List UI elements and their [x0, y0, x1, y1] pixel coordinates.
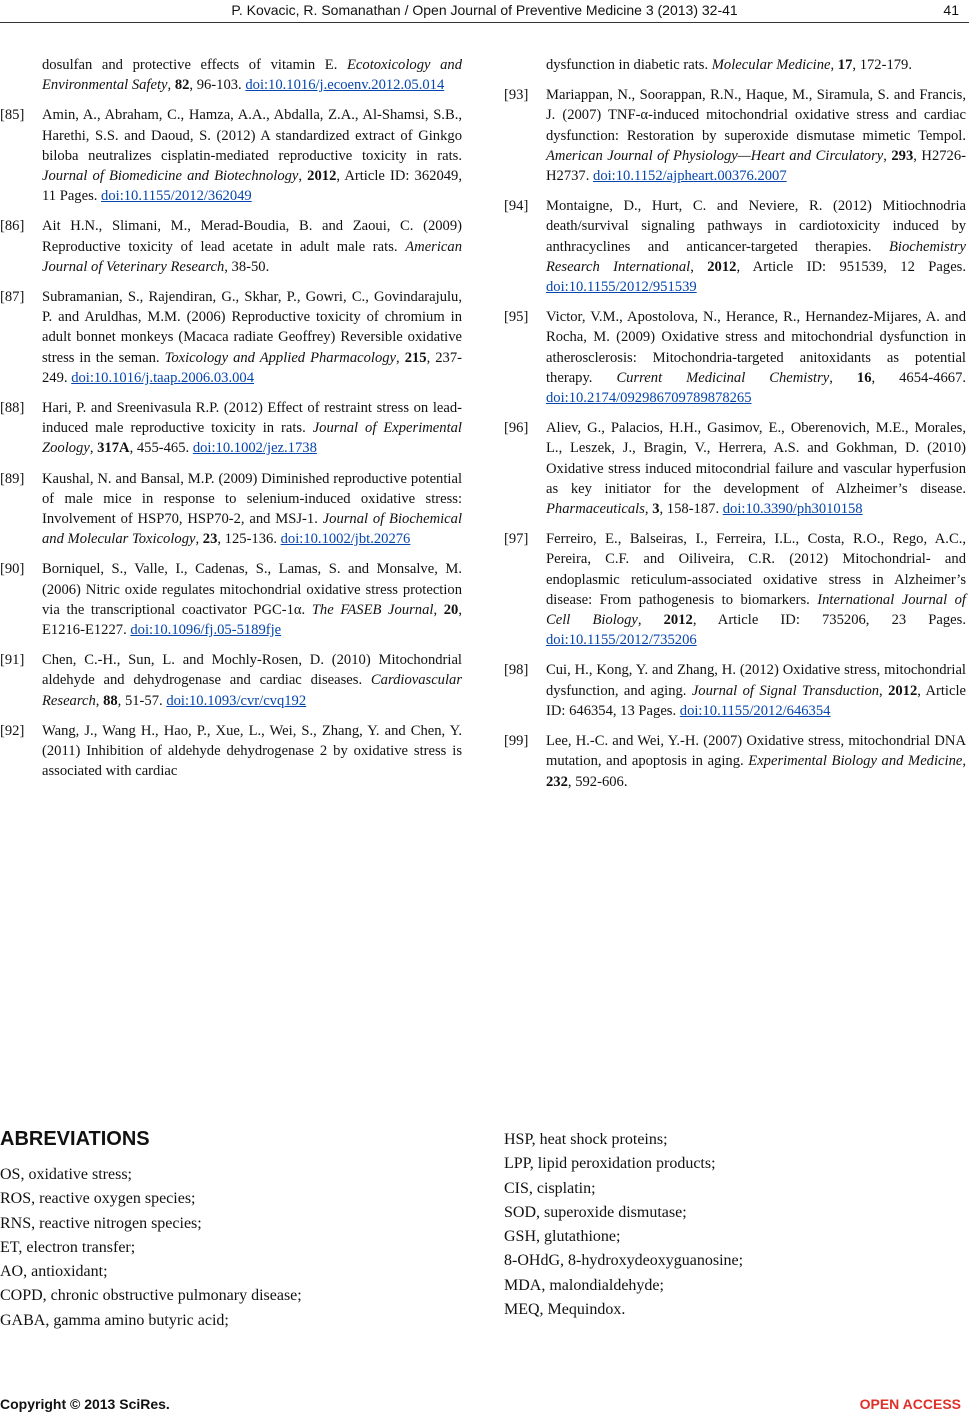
reference-number: [87]: [0, 289, 25, 306]
volume: 16: [856, 369, 872, 386]
doi-link[interactable]: doi:10.1155/2012/735206: [546, 632, 697, 649]
journal-name: Journal of Biomedicine and Biotechnology: [42, 168, 299, 185]
abbreviation-item: OS, oxidative stress;: [0, 1166, 132, 1183]
doi-link[interactable]: doi:10.1002/jbt.20276: [280, 531, 411, 548]
reference-number: [92]: [0, 722, 25, 739]
abbreviation-item: MEQ, Mequindox.: [504, 1301, 626, 1319]
doi-link[interactable]: doi:10.1155/2012/646354: [679, 702, 831, 719]
doi-link[interactable]: doi:10.3390/ph3010158: [722, 501, 863, 518]
journal-name: International Journal of Cell Biology: [546, 591, 966, 629]
journal-name: The FASEB Journal: [311, 601, 434, 618]
reference-item: [96] Aliev, G., Palacios, H.H., Gasimov, E., Oberenovich, M.E., Morales, L., Leszek, J., Bragin, V., Herrera, A.S. and Gokhman, D. (2010) Oxidative stress induced mitocondrial failure and vascular hyperfusion as key initiator for the development of Alzheimer’s disease. Pharmaceuticals, 3, 158-187. doi:10.3390/ph3010158: [504, 420, 966, 518]
abbreviation-item: LPP, lipid peroxidation products;: [504, 1155, 716, 1173]
abbreviation-item: SOD, superoxide dismutase;: [504, 1203, 687, 1221]
reference-text: Subramanian, S., Rajendiran, G., Skhar, P., Gowri, C., Govindarajulu, P. and Aruldhas, M.M. (2006) Reproductive toxicity of chromium in adult bonnet monkeys (Macaca radiate Geoffrey) Reversible oxidative stress in the seman.: [42, 289, 462, 366]
reference-item: [88] Hari, P. and Sreenivasula R.P. (2012) Effect of restraint stress on lead-induced male reproductive toxicity in rats. Journal of Experimental Zoology, 317A, 455-465. doi:10.1002/jez.1738: [0, 400, 462, 457]
header-rule: [0, 22, 969, 23]
reference-number: [98]: [504, 662, 529, 679]
abbreviations-right-list: [504, 1128, 743, 1322]
reference-number: [93]: [504, 87, 529, 104]
volume: 215: [404, 349, 427, 366]
reference-item: [87] Subramanian, S., Rajendiran, G., Skhar, P., Gowri, C., Govindarajulu, P. and Aruldhas, M.M. (2006) Reproductive toxicity of chromium in adult bonnet monkeys (Macaca radiate Geoffrey) Reversible oxidative stress in the seman. Toxicology and Applied Pharmacology, 215, 237-249. doi:10.1016/j.taap.2006.03.004: [0, 289, 462, 386]
reference-text: Kaushal, N. and Bansal, M.P. (2009) Diminished reproductive potential of male mice in response to selenium-induced oxidative stress: Involvement of HSP70, HSP70-2, and MSJ-1.: [42, 470, 462, 528]
journal-name: Pharmaceuticals: [546, 501, 645, 518]
abbreviation-item: COPD, chronic obstructive pulmonary disease;: [0, 1287, 302, 1305]
reference-text: Victor, V.M., Apostolova, N., Herance, R., Hernandez-Mijares, A. and Rocha, M. (2009) Oxidative stress and mitochondrial dysfunction in atherosclerosis: Mitochondria-targeted anitoxidants as potential therapy.: [546, 309, 966, 386]
reference-text: Lee, H.-C. and Wei, Y.-H. (2007) Oxidative stress, mitochondrial DNA mutation, and apoptosis in aging.: [546, 733, 966, 770]
reference-text: Wang, J., Wang H., Hao, P., Xue, L., Wei, S., Zhang, Y. and Chen, Y. (2011) Inhibition of aldehyde dehydrogenase 2 by oxidative stress is associated with cardiac: [42, 722, 462, 780]
volume: 20: [443, 601, 459, 618]
reference-number: [91]: [0, 652, 25, 669]
abbreviation-item: ET, electron transfer;: [0, 1238, 136, 1256]
reference-number: [90]: [0, 561, 25, 578]
reference-item: [94] Montaigne, D., Hurt, C. and Neviere, R. (2012) Mitiochnodria death/survival signaling pathways in cardiotoxicity induced by anthracyclines and anticancer-targeted therapies. Biochemistry Research International, 2012, Article ID: 951539, 12 Pages. doi:10.1155/2012/951539: [504, 198, 966, 296]
reference-text: Cui, H., Kong, Y. and Zhang, H. (2012) Oxidative stress, mitochondrial dysfunction, and aging.: [546, 662, 966, 699]
reference-number: [95]: [504, 309, 529, 326]
journal-name: Toxicology and Applied Pharmacology: [164, 349, 397, 366]
journal-name: Cardiovascular Research: [42, 672, 462, 709]
running-title: P. Kovacic, R. Somanathan / Open Journal of Preventive Medicine 3 (2013) 32-41: [231, 2, 738, 18]
abbreviation-item: RNS, reactive nitrogen species;: [0, 1214, 202, 1232]
doi-link[interactable]: doi:10.1093/cvr/cvq192: [166, 692, 307, 709]
reference-item: [99] Lee, H.-C. and Wei, Y.-H. (2007) Oxidative stress, mitochondrial DNA mutation, and apoptosis in aging. Experimental Biology and Medicine, 232, 592-606.: [504, 733, 967, 790]
volume: 317A: [97, 440, 130, 457]
abbreviation-item: 8-OHdG, 8-hydroxydeoxyguanosine;: [504, 1252, 744, 1270]
volume: 2012: [663, 612, 693, 629]
reference-number: [86]: [0, 218, 25, 235]
volume: 88: [103, 692, 118, 709]
open-access-label: OPEN ACCESS: [859, 1396, 961, 1412]
abbreviations-left-list: [0, 1163, 302, 1333]
volume: 3: [652, 501, 660, 518]
doi-link[interactable]: doi:10.1096/fj.05-5189fje: [130, 622, 282, 639]
reference-number: [99]: [504, 733, 529, 750]
volume: 23: [202, 531, 218, 548]
journal-name: Journal of Biochemical and Molecular Toxicology: [42, 511, 462, 548]
continued-reference: dysfunction in diabetic rats. Molecular Medicine, 17, 172-179.: [546, 57, 912, 73]
reference-item: [95] Victor, V.M., Apostolova, N., Herance, R., Hernandez-Mijares, A. and Rocha, M. (2009) Oxidative stress and mitochondrial dysfunction in atherosclerosis: Mitochondria-targeted anitoxidants as potential therapy. Current Medicinal Chemistry, 16, 4654-4667. doi:10.2174/092986709789878265: [504, 309, 967, 407]
doi-link[interactable]: doi:10.2174/092986709789878265: [546, 390, 752, 407]
reference-text: Ferreiro, E., Balseiras, I., Ferreira, I.L., Costa, R.O., Rego, A.C., Pereira, C.F. and Oiliveira, C.R. (2012) Mitochondrial- and endoplasmic reticulum-associated oxidative stress in Alzheimer’s disease: From pathogenesis to biomarkers.: [546, 531, 966, 608]
doi-link[interactable]: doi:10.1152/ajpheart.00376.2007: [593, 168, 787, 185]
abbreviation-item: GSH, glutathione;: [504, 1228, 621, 1246]
doi-link[interactable]: doi:10.1002/jez.1738: [192, 440, 317, 457]
journal-name: Journal of Signal Transduction: [691, 682, 880, 699]
reference-item: [0, 721, 462, 782]
reference-item: [86] Ait H.N., Slimani, M., Merad-Boudia, B. and Zaoui, C. (2009) Reproductive toxicity of lead acetate in adult male rats. American Journal of Veterinary Research, 38-50.: [0, 218, 462, 275]
abbreviation-item: MDA, malondialdehyde;: [504, 1276, 664, 1294]
abbreviation-item: HSP, heat shock proteins;: [504, 1131, 668, 1148]
abbreviation-item: AO, antioxidant;: [0, 1263, 108, 1281]
reference-text: Montaigne, D., Hurt, C. and Neviere, R. (2012) Mitiochnodria death/survival signaling pathways in cardiotoxicity induced by anthracyclines and anticancer-targeted therapies.: [546, 198, 966, 255]
right-column: [504, 55, 966, 802]
left-column: [0, 55, 462, 792]
reference-text: Amin, A., Abraham, C., Hamza, A.A., Abdalla, Z.A., Al-Shamsi, S.B., Harethi, S.S. and Daoud, S. (2012) A standardized extract of Ginkgo biloba neutralizes cisplatin-mediated reproductive toxicity in rats.: [42, 107, 462, 164]
reference-number: [96]: [504, 420, 529, 437]
page-number: 41: [943, 2, 959, 18]
reference-text: Borniquel, S., Valle, I., Cadenas, S., Lamas, S. and Monsalve, M. (2006) Nitric oxide regulates mitochondrial oxidative stress protection via the transcriptional coactivator PGC-1α.: [42, 561, 462, 618]
abbreviations-heading: ABREVIATIONS: [0, 1128, 150, 1150]
journal-name: American Journal of Physiology—Heart and Circulatory: [546, 147, 884, 164]
doi-link[interactable]: doi:10.1016/j.ecoenv.2012.05.014: [245, 77, 445, 94]
page-header: [0, 0, 969, 24]
reference-item: [97] Ferreiro, E., Balseiras, I., Ferreira, I.L., Costa, R.O., Rego, A.C., Pereira, C.F. and Oiliveira, C.R. (2012) Mitochondrial- and endoplasmic reticulum-associated oxidative stress in Alzheimer’s disease: From pathogenesis to biomarkers. International Journal of Cell Biology, 2012, Article ID: 735206, 23 Pages. doi:10.1155/2012/735206: [504, 531, 966, 649]
reference-number: [97]: [504, 531, 529, 548]
journal-name: Biochemistry Research International: [546, 238, 966, 275]
volume: 293: [891, 147, 914, 164]
abbreviation-item: ROS, reactive oxygen species;: [0, 1190, 196, 1208]
reference-number: [85]: [0, 107, 25, 124]
volume: 2012: [707, 258, 737, 275]
reference-item: [98] Cui, H., Kong, Y. and Zhang, H. (2012) Oxidative stress, mitochondrial dysfunction, and aging. Journal of Signal Transduction, 2012, Article ID: 646354, 13 Pages. doi:10.1155/2012/646354: [504, 662, 967, 719]
volume: 232: [546, 773, 568, 790]
reference-number: [89]: [0, 470, 25, 487]
doi-link[interactable]: doi:10.1155/2012/362049: [101, 188, 252, 205]
reference-number: [94]: [504, 198, 529, 215]
volume: 2012: [888, 682, 918, 699]
reference-number: [88]: [0, 400, 25, 417]
copyright-notice: Copyright © 2013 SciRes.: [0, 1396, 170, 1412]
journal-name: Journal of Experimental Zoology: [42, 420, 462, 457]
reference-text: Ait H.N., Slimani, M., Merad-Boudia, B. and Zaoui, C. (2009) Reproductive toxicity of lead acetate in adult male rats.: [42, 218, 462, 255]
reference-item: [85] Amin, A., Abraham, C., Hamza, A.A., Abdalla, Z.A., Al-Shamsi, S.B., Harethi, S.S. and Daoud, S. (2012) A standardized extract of Ginkgo biloba neutralizes cisplatin-mediated reproductive toxicity in rats. Journal of Biomedicine and Biotechnology, 2012, Article ID: 362049, 11 Pages. doi:10.1155/2012/362049: [0, 107, 462, 205]
abbreviation-item: CIS, cisplatin;: [504, 1179, 596, 1197]
reference-item: [91] Chen, C.-H., Sun, L. and Mochly-Rosen, D. (2010) Mitochondrial aldehyde and dehydrogenase and cardiac diseases. Cardiovascular Research, 88, 51-57. doi:10.1093/cvr/cvq192: [0, 652, 462, 709]
reference-text: Hari, P. and Sreenivasula R.P. (2012) Effect of restraint stress on lead-induced male reproductive toxicity in rats.: [42, 400, 462, 437]
volume: 2012: [307, 168, 337, 185]
reference-text: Mariappan, N., Soorappan, R.N., Haque, M., Siramula, S. and Francis, J. (2007) TNF-α-induced mitochondrial oxidative stress and cardiac dysfunction: Restoration by superoxide dismutase mimetic Tempol.: [546, 87, 966, 144]
continued-reference: dosulfan and protective effects of vitamin E. Ecotoxicology and Environmental Safety, 82, 96-103. doi:10.1016/j.ecoenv.2012.05.014: [42, 57, 462, 94]
reference-text: Aliev, G., Palacios, H.H., Gasimov, E., Oberenovich, M.E., Morales, L., Leszek, J., Bragin, V., Herrera, A.S. and Gokhman, D. (2010) Oxidative stress induced mitocondrial failure and vascular hyperfusion as key initiator for the development of Alzheimer’s disease.: [546, 420, 966, 497]
journal-name: American Journal of Veterinary Research: [42, 238, 462, 275]
journal-name: Current Medicinal Chemistry: [616, 369, 830, 386]
reference-text: Chen, C.-H., Sun, L. and Mochly-Rosen, D. (2010) Mitochondrial aldehyde and dehydrogenase and cardiac diseases.: [42, 652, 462, 689]
doi-link[interactable]: doi:10.1016/j.taap.2006.03.004: [71, 369, 255, 386]
reference-item: [93] Mariappan, N., Soorappan, R.N., Haque, M., Siramula, S. and Francis, J. (2007) TNF-α-induced mitochondrial oxidative stress and cardiac dysfunction: Restoration by superoxide dismutase mimetic Tempol. American Journal of Physiology—Heart and Circulatory, 293, H2726-H2737. doi:10.1152/ajpheart.00376.2007: [504, 87, 966, 185]
abbreviation-item: GABA, gamma amino butyric acid;: [0, 1311, 229, 1329]
reference-item: [90] Borniquel, S., Valle, I., Cadenas, S., Lamas, S. and Monsalve, M. (2006) Nitric oxide regulates mitochondrial oxidative stress protection via the transcriptional coactivator PGC-1α. The FASEB Journal, 20, E1216-E1227. doi:10.1096/fj.05-5189fje: [0, 561, 462, 639]
journal-name: Experimental Biology and Medicine: [748, 753, 963, 770]
doi-link[interactable]: doi:10.1155/2012/951539: [546, 279, 697, 296]
reference-item: [89] Kaushal, N. and Bansal, M.P. (2009) Diminished reproductive potential of male mice in response to selenium-induced oxidative stress: Involvement of HSP70, HSP70-2, and MSJ-1. Journal of Biochemical and Molecular Toxicology, 23, 125-136. doi:10.1002/jbt.20276: [0, 470, 462, 548]
